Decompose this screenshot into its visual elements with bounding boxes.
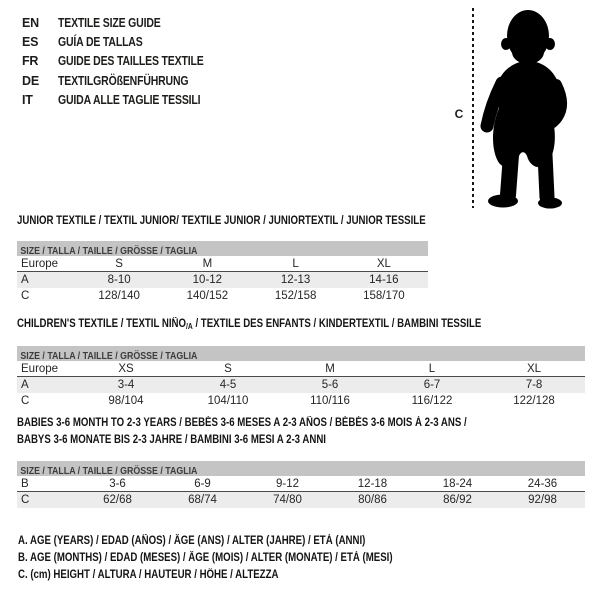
table-cell: 122/128 [513, 395, 555, 407]
junior-table-title: JUNIOR TEXTILE / TEXTIL JUNIOR/ TEXTILE JUNIOR / JUNIORTEXTIL / JUNIOR TESSILE [17, 215, 426, 227]
table-cell: M [202, 257, 213, 270]
height-dashed-line [472, 8, 474, 208]
table-cell: XL [526, 362, 542, 375]
size-header-bar [17, 461, 585, 476]
row-label: A [21, 379, 29, 391]
row-label: C [21, 290, 30, 302]
lang-code: FR [22, 54, 39, 69]
size-header-label: SIZE / TALLA / TAILLE / GRÖSSE / TAGLIA [20, 465, 198, 477]
table-cell: 12-13 [280, 274, 311, 286]
table-cell: 14-16 [369, 274, 399, 286]
lang-row-fr [22, 52, 231, 71]
table-cell: 110/116 [310, 395, 350, 407]
lang-title: GUIDA ALLE TAGLIE TESSILI [58, 93, 201, 108]
lang-title: GUÍA DE TALLAS [58, 35, 143, 50]
table-cell: 6-9 [194, 477, 211, 490]
lang-code: EN [22, 15, 39, 30]
height-measure-label: C [454, 107, 464, 121]
table-cell: 158/170 [363, 290, 405, 302]
title-part: / TEXTILE DES ENFANTS / KINDERTEXTIL / BAMBINI TESSILE [192, 318, 482, 330]
table-cell: 68/74 [188, 494, 217, 506]
table-cell: 18-24 [442, 477, 473, 490]
babies-size-table [17, 461, 585, 508]
lang-title: GUIDE DES TAILLES TEXTILE [58, 54, 204, 69]
row-label: B [21, 477, 29, 490]
table-cell: 24-36 [527, 477, 558, 490]
babies-table-title-line2: BABYS 3-6 MONATE BIS 2-3 JAHRE / BAMBINI 3-6 MESI A 2-3 ANNI [17, 434, 326, 446]
table-cell: 6-7 [423, 379, 441, 391]
table-row-height [17, 492, 585, 508]
table-cell: L [428, 362, 436, 375]
lang-row-es [22, 32, 231, 51]
table-cell: 104/110 [207, 395, 249, 407]
table-cell: 5-6 [321, 379, 339, 391]
row-label: C [21, 494, 30, 506]
table-cell: M [325, 362, 335, 375]
table-row-height [17, 288, 428, 304]
legend-line-b: B. AGE (MONTHS) / EDAD (MESES) / ÂGE (MOIS) / ALTER (MONATE) / ETÀ (MESI) [18, 552, 393, 564]
table-cell: 10-12 [192, 274, 223, 286]
table-row-height [17, 393, 585, 409]
table-cell: 7-8 [525, 379, 543, 391]
table-cell: 74/80 [273, 494, 302, 506]
table-cell: 116/122 [411, 395, 453, 407]
legend-line-c: C. (cm) HEIGHT / ALTURA / HAUTEUR / HÖHE / ALTEZZA [18, 569, 279, 581]
table-cell: 86/92 [443, 494, 472, 506]
table-cell: 12-18 [357, 477, 388, 490]
table-cell: 3-6 [109, 477, 126, 490]
lang-code: IT [22, 93, 33, 108]
table-cell: 62/68 [103, 494, 132, 506]
table-cell: XL [376, 257, 391, 270]
row-label: A [21, 274, 29, 286]
table-cell: L [292, 257, 299, 270]
table-cell: XS [118, 362, 134, 375]
row-label: Europe [21, 362, 59, 375]
table-cell: S [224, 362, 232, 375]
table-cell: 4-5 [219, 379, 237, 391]
table-cell: S [115, 257, 123, 270]
table-cell: 92/98 [528, 494, 557, 506]
lang-title: TEXTILGRÖßENFÜHRUNG [58, 73, 189, 88]
table-cell: 140/152 [186, 290, 229, 302]
junior-size-table [17, 241, 428, 304]
table-cell: 9-12 [275, 477, 300, 490]
title-part: CHILDREN'S TEXTILE / TEXTIL NIÑO [17, 318, 187, 330]
legend-line-a: A. AGE (YEARS) / EDAD (AÑOS) / ÂGE (ANS) / ALTER (JAHRE) / ETÀ (ANNI) [18, 535, 366, 547]
lang-code: DE [22, 73, 39, 88]
row-label: C [21, 395, 30, 407]
baby-silhouette-icon [478, 5, 578, 210]
lang-row-en [22, 13, 231, 32]
table-cell: 98/104 [108, 395, 144, 407]
size-header-label: SIZE / TALLA / TAILLE / GRÖSSE / TAGLIA [20, 350, 198, 362]
lang-row-de [22, 71, 231, 90]
measure-legend [18, 533, 464, 584]
lang-code: ES [22, 35, 39, 50]
table-row-age [17, 272, 428, 288]
row-label: Europe [21, 257, 59, 270]
size-header-bar [17, 241, 428, 256]
lang-title: TEXTILE SIZE GUIDE [58, 15, 161, 30]
table-cell: 152/158 [274, 290, 317, 302]
table-cell: 80/86 [358, 494, 387, 506]
language-title-list [22, 13, 231, 110]
table-cell: 128/140 [98, 290, 140, 302]
lang-row-it [22, 91, 231, 110]
title-subscript: /A [186, 322, 193, 331]
childrens-size-table [17, 346, 585, 409]
table-row-age [17, 377, 585, 393]
table-cell: 3-4 [117, 379, 135, 391]
size-header-label: SIZE / TALLA / TAILLE / GRÖSSE / TAGLIA [20, 245, 198, 257]
size-header-bar [17, 346, 585, 361]
table-cell: 8-10 [107, 274, 131, 286]
babies-table-title-line1: BABIES 3-6 MONTH TO 2-3 YEARS / BEBÉS 3-6 MESES A 2-3 AÑOS / BÉBÉS 3-6 MOIS À 2-3 ANS / [17, 417, 467, 429]
childrens-table-title [17, 318, 481, 331]
